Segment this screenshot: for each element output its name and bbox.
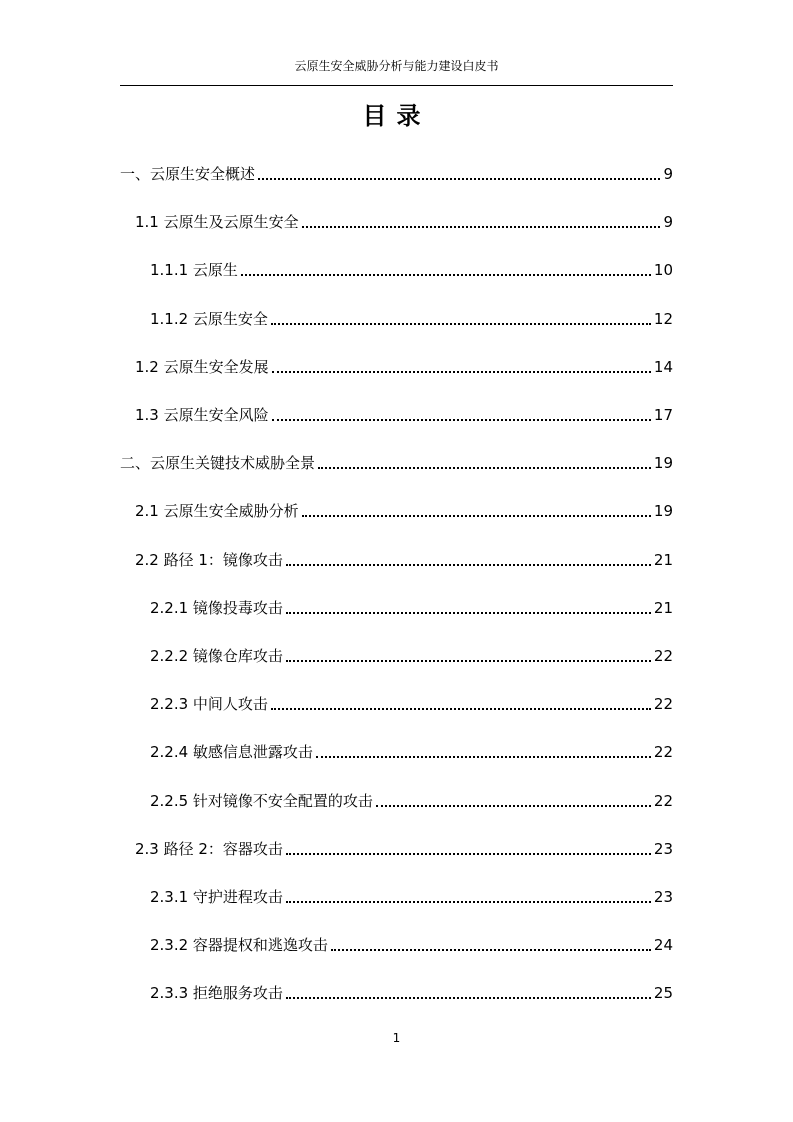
toc-entry-label: 2.2 路径 1：镜像攻击: [135, 550, 283, 569]
toc-dot-leader: [241, 254, 651, 276]
toc-dot-leader: [302, 206, 661, 228]
toc-entry-page: 17: [653, 406, 673, 425]
toc-dot-leader: [302, 495, 651, 517]
toc-list: [120, 150, 673, 1017]
toc-entry[interactable]: [120, 825, 673, 873]
toc-dot-leader: [271, 303, 651, 325]
toc-entry-label: 2.2.2 镜像仓库攻击: [150, 646, 283, 665]
toc-dot-leader: [286, 592, 651, 614]
toc-dot-leader: [258, 158, 660, 180]
toc-entry-page: 22: [653, 791, 673, 810]
toc-entry-label: 1.1.1 云原生: [150, 261, 238, 280]
toc-entry[interactable]: [120, 150, 673, 198]
toc-dot-leader: [286, 544, 651, 566]
toc-dot-leader: [286, 977, 651, 999]
toc-entry-label: 2.3.2 容器提权和逃逸攻击: [150, 936, 328, 955]
toc-entry-label: 2.3 路径 2：容器攻击: [135, 839, 283, 858]
toc-entry[interactable]: [120, 536, 673, 584]
toc-entry-page: 21: [653, 598, 673, 617]
toc-entry-page: 9: [663, 213, 673, 232]
toc-entry-label: 1.1.2 云原生安全: [150, 309, 268, 328]
toc-entry-label: 1.2 云原生安全发展: [135, 357, 269, 376]
toc-entry[interactable]: [120, 439, 673, 487]
toc-entry-page: 24: [653, 936, 673, 955]
toc-dot-leader: [271, 688, 651, 710]
toc-entry-page: 12: [653, 309, 673, 328]
toc-entry-page: 9: [663, 165, 673, 184]
page-number: 1: [392, 1031, 401, 1045]
toc-entry[interactable]: [120, 295, 673, 343]
toc-entry-label: 2.3.3 拒绝服务攻击: [150, 984, 283, 1003]
toc-entry[interactable]: [120, 246, 673, 294]
toc-entry[interactable]: [120, 969, 673, 1017]
toc-entry-label: 2.1 云原生安全威胁分析: [135, 502, 299, 521]
header-rule: [120, 85, 673, 86]
toc-entry[interactable]: [120, 680, 673, 728]
toc-entry-label: 1.1 云原生及云原生安全: [135, 213, 299, 232]
toc-entry-page: 22: [653, 743, 673, 762]
toc-entry-page: 25: [653, 984, 673, 1003]
toc-entry-label: 1.3 云原生安全风险: [135, 406, 269, 425]
toc-dot-leader: [376, 785, 651, 807]
toc-entry-page: 23: [653, 887, 673, 906]
toc-entry[interactable]: [120, 343, 673, 391]
toc-entry-page: 22: [653, 646, 673, 665]
toc-entry-page: 10: [653, 261, 673, 280]
toc-dot-leader: [272, 351, 651, 373]
toc-entry-page: 23: [653, 839, 673, 858]
toc-entry-page: 14: [653, 357, 673, 376]
toc-entry-page: 22: [653, 695, 673, 714]
toc-entry-label: 2.2.5 针对镜像不安全配置的攻击: [150, 791, 373, 810]
toc-entry-label: 2.2.3 中间人攻击: [150, 695, 268, 714]
toc-dot-leader: [286, 640, 651, 662]
toc-entry[interactable]: [120, 487, 673, 535]
toc-dot-leader: [286, 833, 651, 855]
toc-entry[interactable]: [120, 728, 673, 776]
toc-entry-page: 21: [653, 550, 673, 569]
running-header: 云原生安全威胁分析与能力建设白皮书: [294, 59, 499, 73]
toc-entry[interactable]: [120, 873, 673, 921]
toc-entry-page: 19: [653, 454, 673, 473]
toc-dot-leader: [316, 736, 651, 758]
toc-dot-leader: [272, 399, 651, 421]
toc-entry-page: 19: [653, 502, 673, 521]
toc-entry-label: 2.2.1 镜像投毒攻击: [150, 598, 283, 617]
toc-entry-label: 二、云原生关键技术威胁全景: [120, 454, 316, 473]
toc-title: 目录: [362, 102, 431, 130]
toc-entry-label: 2.3.1 守护进程攻击: [150, 887, 283, 906]
toc-entry[interactable]: [120, 584, 673, 632]
toc-entry-label: 一、云原生安全概述: [120, 165, 256, 184]
toc-dot-leader: [331, 929, 651, 951]
toc-entry[interactable]: [120, 921, 673, 969]
toc-dot-leader: [286, 881, 651, 903]
toc-entry[interactable]: [120, 776, 673, 824]
toc-entry[interactable]: [120, 391, 673, 439]
toc-entry-label: 2.2.4 敏感信息泄露攻击: [150, 743, 313, 762]
toc-entry[interactable]: [120, 632, 673, 680]
toc-entry[interactable]: [120, 198, 673, 246]
toc-dot-leader: [318, 447, 651, 469]
